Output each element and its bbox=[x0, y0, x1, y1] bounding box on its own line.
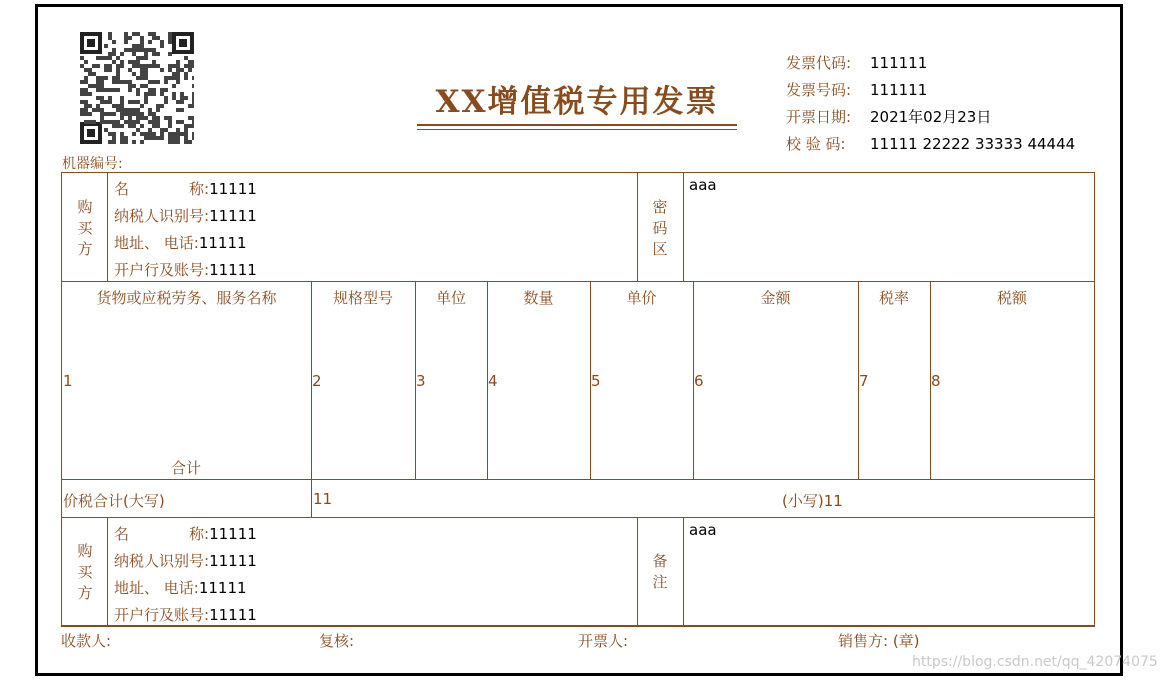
col-header-unit-price: 单价 bbox=[626, 289, 657, 307]
total-lowercase-value: (小写)11 bbox=[782, 492, 843, 510]
meta-invoice-code: 发票代码: 111111 bbox=[786, 54, 928, 72]
meta-invoice-number: 发票号码: 111111 bbox=[786, 81, 928, 99]
subtotal-label: 合计 bbox=[171, 459, 202, 477]
row-divider bbox=[62, 517, 1094, 518]
footer-payee: 收款人: bbox=[61, 632, 112, 650]
seller-bank-row: 开户行及账号:11111 bbox=[114, 606, 257, 624]
col-divider bbox=[683, 517, 684, 626]
item-tax-rate-value: 7 bbox=[859, 372, 869, 390]
remark-value: aaa bbox=[689, 521, 717, 539]
item-amount-value: 6 bbox=[694, 372, 704, 390]
item-unit-price-value: 5 bbox=[591, 372, 601, 390]
title-underline bbox=[417, 124, 737, 126]
buyer-side-label: 购 买 方 bbox=[77, 198, 93, 258]
footer-issuer: 开票人: bbox=[578, 632, 629, 650]
col-divider bbox=[637, 173, 638, 281]
cipher-area-label: 密 码 区 bbox=[652, 198, 668, 258]
seller-address-row: 地址、 电话:11111 bbox=[114, 579, 247, 597]
seller-taxid-row: 纳税人识别号:11111 bbox=[114, 552, 257, 570]
meta-check-code: 校 验 码: 11111 22222 33333 44444 bbox=[786, 135, 1076, 153]
col-divider bbox=[107, 173, 108, 281]
item-spec-value: 2 bbox=[312, 372, 322, 390]
title-underline-thin bbox=[417, 129, 737, 130]
item-unit-value: 3 bbox=[416, 372, 426, 390]
col-divider bbox=[107, 517, 108, 626]
col-header-goods: 货物或应税劳务、服务名称 bbox=[96, 289, 277, 307]
row-divider bbox=[62, 281, 1094, 282]
col-divider bbox=[683, 173, 684, 281]
col-header-tax-amount: 税额 bbox=[996, 289, 1027, 307]
invoice-table bbox=[61, 172, 1095, 627]
item-goods-value: 1 bbox=[63, 372, 73, 390]
qr-code bbox=[80, 32, 194, 144]
machine-number-label: 机器编号: bbox=[62, 156, 123, 172]
footer-seller-seal: 销售方: (章) bbox=[838, 632, 920, 650]
buyer-taxid-row: 纳税人识别号:11111 bbox=[114, 207, 257, 225]
col-header-quantity: 数量 bbox=[523, 289, 554, 307]
buyer-name-row: 名 称:11111 bbox=[114, 180, 257, 198]
buyer-bank-row: 开户行及账号:11111 bbox=[114, 261, 257, 279]
seller-name-row: 名 称:11111 bbox=[114, 525, 257, 543]
footer-reviewer: 复核: bbox=[319, 632, 355, 650]
item-tax-amount-value: 8 bbox=[931, 372, 941, 390]
remark-label: 备 注 bbox=[652, 552, 668, 591]
col-divider bbox=[311, 281, 312, 517]
row-divider bbox=[62, 479, 1094, 480]
col-header-tax-rate: 税率 bbox=[878, 289, 909, 307]
col-header-spec: 规格型号 bbox=[332, 289, 393, 307]
col-header-unit: 单位 bbox=[435, 289, 466, 307]
col-divider bbox=[637, 517, 638, 626]
buyer-address-row: 地址、 电话:11111 bbox=[114, 234, 247, 252]
seller-side-label: 购 买 方 bbox=[77, 542, 93, 602]
total-uppercase-value: 11 bbox=[313, 490, 333, 508]
col-header-amount: 金额 bbox=[760, 289, 791, 307]
item-quantity-value: 4 bbox=[488, 372, 498, 390]
meta-issue-date: 开票日期: 2021年02月23日 bbox=[786, 108, 992, 126]
watermark: https://blog.csdn.net/qq_42074075 bbox=[912, 654, 1158, 670]
cipher-area-value: aaa bbox=[689, 176, 717, 194]
total-uppercase-label: 价税合计(大写) bbox=[63, 492, 165, 510]
invoice-title: XX增值税专用发票 bbox=[435, 84, 719, 120]
